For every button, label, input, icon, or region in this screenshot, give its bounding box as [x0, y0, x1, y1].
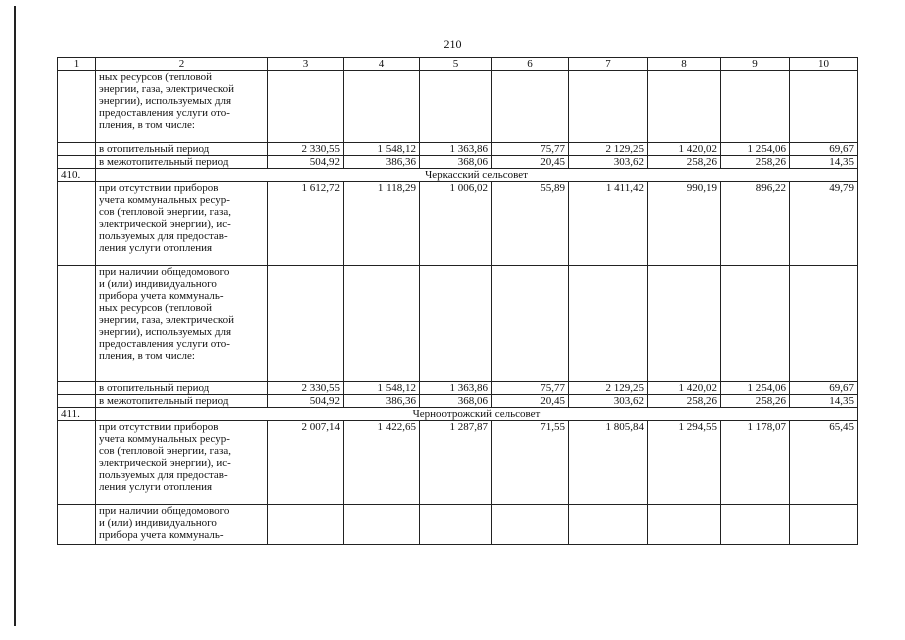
value-cell: 303,62	[569, 156, 648, 169]
value-cell: 386,36	[344, 395, 420, 408]
value-cell: 1 420,02	[648, 143, 721, 156]
column-header: 8	[648, 58, 721, 71]
value-cell: 69,67	[790, 382, 858, 395]
value-cell: 75,77	[492, 143, 569, 156]
value-cell	[569, 505, 648, 545]
description-line: пользуемых для предостав-	[99, 230, 228, 242]
value-cell: 1 411,42	[569, 182, 648, 266]
value-cell: 258,26	[648, 395, 721, 408]
value-cell: 1 178,07	[721, 421, 790, 505]
value-cell: 1 422,65	[344, 421, 420, 505]
value-cell: 896,22	[721, 182, 790, 266]
value-cell: 2 330,55	[268, 382, 344, 395]
table-row	[58, 505, 858, 545]
value-cell: 1 363,86	[420, 382, 492, 395]
row-number	[58, 71, 96, 143]
column-header: 5	[420, 58, 492, 71]
description-line: ных ресурсов (тепловой	[99, 71, 212, 83]
value-cell: 2 330,55	[268, 143, 344, 156]
value-cell: 1 254,06	[721, 143, 790, 156]
value-cell: 504,92	[268, 156, 344, 169]
description-line: ления услуги отопления	[99, 242, 213, 254]
column-header: 6	[492, 58, 569, 71]
value-cell: 258,26	[648, 156, 721, 169]
value-cell: 20,45	[492, 395, 569, 408]
value-cell	[790, 505, 858, 545]
column-header: 3	[268, 58, 344, 71]
description-line: при наличии общедомового	[99, 505, 230, 517]
row-description	[96, 382, 268, 395]
row-number	[58, 266, 96, 382]
value-cell	[344, 505, 420, 545]
value-cell	[721, 505, 790, 545]
row-description	[96, 156, 268, 169]
description-line: энергии, газа, электрической	[99, 314, 235, 326]
value-cell: 75,77	[492, 382, 569, 395]
value-cell: 65,45	[790, 421, 858, 505]
value-cell	[648, 505, 721, 545]
table-row	[58, 182, 858, 266]
table-row	[58, 71, 858, 143]
value-cell: 368,06	[420, 156, 492, 169]
row-description	[96, 395, 268, 408]
description-line: и (или) индивидуального	[99, 278, 217, 290]
row-description	[96, 266, 268, 382]
value-cell: 1 287,87	[420, 421, 492, 505]
row-number	[58, 395, 96, 408]
value-cell	[492, 71, 569, 143]
table-row	[58, 266, 858, 382]
description-line: при отсутствии приборов	[99, 421, 219, 433]
description-line: в межотопительный период	[99, 156, 229, 168]
description-line: предоставления услуги ото-	[99, 338, 230, 350]
binding-line	[14, 6, 16, 626]
value-cell: 2 129,25	[569, 143, 648, 156]
value-cell	[420, 71, 492, 143]
section-row	[58, 169, 858, 182]
section-title: Черкасский сельсовет	[96, 169, 858, 182]
value-cell: 2 007,14	[268, 421, 344, 505]
value-cell: 1 118,29	[344, 182, 420, 266]
value-cell	[721, 266, 790, 382]
row-number	[58, 382, 96, 395]
description-line: и (или) индивидуального	[99, 517, 217, 529]
value-cell	[268, 266, 344, 382]
description-line: в отопительный период	[99, 143, 210, 155]
section-title: Черноотрожский сельсовет	[96, 408, 858, 421]
table-row	[58, 395, 858, 408]
description-line: прибора учета коммуналь-	[99, 290, 224, 302]
value-cell: 49,79	[790, 182, 858, 266]
row-number: 410.	[58, 169, 96, 182]
value-cell: 71,55	[492, 421, 569, 505]
column-header: 7	[569, 58, 648, 71]
description-line: учета коммунальных ресур-	[99, 194, 230, 206]
description-line: сов (тепловой энергии, газа,	[99, 206, 231, 218]
value-cell	[648, 71, 721, 143]
row-number: 411.	[58, 408, 96, 421]
section-row	[58, 408, 858, 421]
row-number	[58, 182, 96, 266]
value-cell: 386,36	[344, 156, 420, 169]
value-cell: 504,92	[268, 395, 344, 408]
description-line: при отсутствии приборов	[99, 182, 219, 194]
table-row	[58, 156, 858, 169]
value-cell	[569, 71, 648, 143]
description-line: пользуемых для предостав-	[99, 469, 228, 481]
value-cell	[569, 266, 648, 382]
table-header-row	[58, 58, 858, 71]
value-cell: 258,26	[721, 156, 790, 169]
description-line: ных ресурсов (тепловой	[99, 302, 212, 314]
column-header: 1	[58, 58, 96, 71]
description-line: электрической энергии), ис-	[99, 218, 231, 230]
tariff-table	[57, 57, 858, 545]
value-cell: 1 294,55	[648, 421, 721, 505]
value-cell: 1 548,12	[344, 143, 420, 156]
description-line: предоставления услуги ото-	[99, 107, 230, 119]
row-description	[96, 143, 268, 156]
value-cell: 55,89	[492, 182, 569, 266]
value-cell: 1 363,86	[420, 143, 492, 156]
column-header: 10	[790, 58, 858, 71]
row-description	[96, 71, 268, 143]
value-cell	[268, 505, 344, 545]
value-cell	[492, 505, 569, 545]
value-cell: 1 805,84	[569, 421, 648, 505]
description-line: энергии, газа, электрической	[99, 83, 235, 95]
row-description	[96, 182, 268, 266]
column-header: 9	[721, 58, 790, 71]
row-description	[96, 421, 268, 505]
value-cell: 14,35	[790, 156, 858, 169]
value-cell: 14,35	[790, 395, 858, 408]
value-cell	[420, 266, 492, 382]
value-cell: 1 548,12	[344, 382, 420, 395]
value-cell: 20,45	[492, 156, 569, 169]
value-cell	[492, 266, 569, 382]
value-cell	[268, 71, 344, 143]
value-cell: 2 129,25	[569, 382, 648, 395]
description-line: при наличии общедомового	[99, 266, 230, 278]
value-cell	[721, 71, 790, 143]
description-line: в отопительный период	[99, 382, 210, 394]
value-cell	[344, 266, 420, 382]
value-cell	[344, 71, 420, 143]
description-line: электрической энергии), ис-	[99, 457, 231, 469]
column-header: 2	[96, 58, 268, 71]
value-cell: 1 006,02	[420, 182, 492, 266]
row-number	[58, 421, 96, 505]
description-line: учета коммунальных ресур-	[99, 433, 230, 445]
description-line: в межотопительный период	[99, 395, 229, 407]
value-cell: 69,67	[790, 143, 858, 156]
row-description	[96, 505, 268, 545]
value-cell	[648, 266, 721, 382]
value-cell	[420, 505, 492, 545]
table-row	[58, 143, 858, 156]
value-cell: 368,06	[420, 395, 492, 408]
row-number	[58, 505, 96, 545]
row-number	[58, 156, 96, 169]
value-cell	[790, 71, 858, 143]
page-number: 210	[443, 37, 462, 51]
value-cell: 303,62	[569, 395, 648, 408]
column-header: 4	[344, 58, 420, 71]
value-cell: 1 420,02	[648, 382, 721, 395]
description-line: пления, в том числе:	[99, 119, 195, 131]
table-row	[58, 382, 858, 395]
description-line: энергии), используемых для	[99, 326, 232, 338]
value-cell	[790, 266, 858, 382]
description-line: пления, в том числе:	[99, 350, 195, 362]
description-line: ления услуги отопления	[99, 481, 213, 493]
value-cell: 258,26	[721, 395, 790, 408]
description-line: прибора учета коммуналь-	[99, 529, 224, 541]
table-row	[58, 421, 858, 505]
row-number	[58, 143, 96, 156]
value-cell: 990,19	[648, 182, 721, 266]
description-line: энергии), используемых для	[99, 95, 232, 107]
description-line: сов (тепловой энергии, газа,	[99, 445, 231, 457]
value-cell: 1 254,06	[721, 382, 790, 395]
value-cell: 1 612,72	[268, 182, 344, 266]
